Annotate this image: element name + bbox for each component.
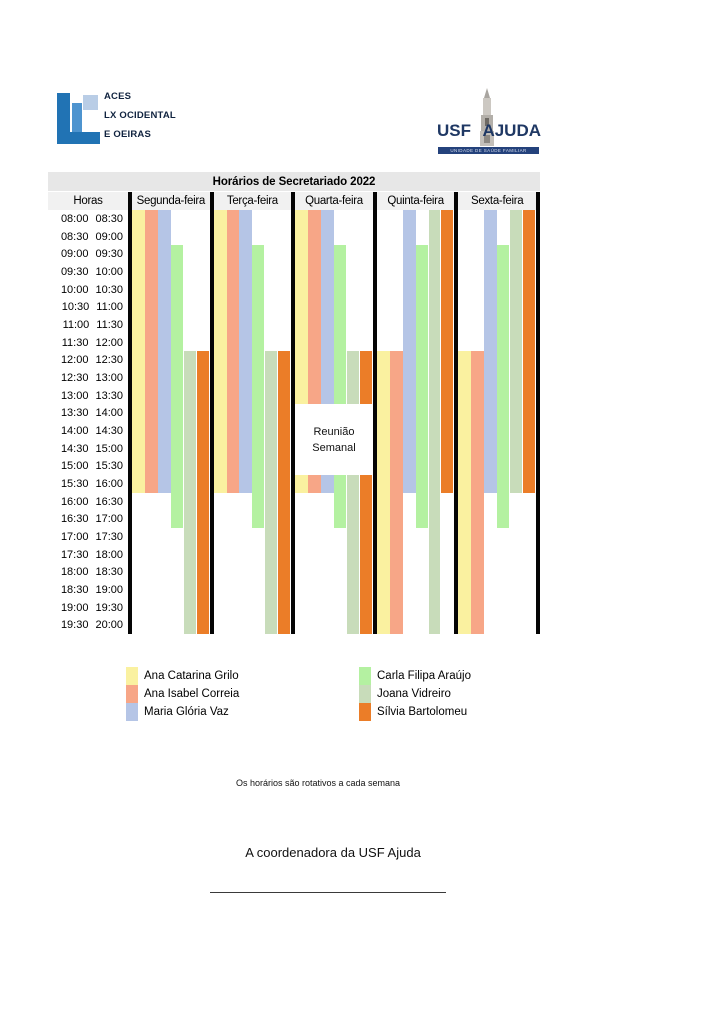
schedule-bar: [484, 210, 497, 493]
legend-swatch: [126, 703, 138, 721]
day-grid: [295, 210, 373, 634]
legend-right-column: [359, 667, 471, 721]
time-start: 15:30: [60, 477, 89, 490]
hours-rows: [48, 210, 128, 634]
schedule-bar: [347, 475, 359, 634]
time-row: [48, 281, 128, 299]
time-end: 09:30: [95, 248, 123, 261]
time-end: 16:30: [95, 495, 123, 508]
meeting-line: Reunião: [313, 425, 355, 438]
legend-item: [359, 685, 471, 703]
time-row: [48, 369, 128, 387]
time-start: 18:00: [60, 566, 89, 579]
time-start: 10:30: [61, 301, 90, 314]
time-end: 18:00: [95, 548, 123, 561]
time-row: [48, 616, 128, 634]
time-row: [48, 440, 128, 458]
usf-logo-left-text: USF: [437, 121, 471, 140]
time-start: 17:30: [60, 548, 89, 561]
day-header: Terça-feira: [214, 192, 292, 210]
time-end: 08:30: [95, 212, 123, 225]
schedule-bar: [360, 351, 372, 404]
meeting-annotation: [295, 404, 373, 475]
time-start: 08:30: [60, 230, 89, 243]
time-row: [48, 210, 128, 228]
time-end: 12:30: [95, 354, 123, 367]
day-header: Sexta-feira: [458, 192, 536, 210]
time-start: 14:30: [60, 442, 89, 455]
schedule-bar: [265, 351, 277, 634]
schedule-bar: [158, 210, 171, 493]
schedule-bar: [308, 475, 321, 493]
aces-logo-text-line: E OEIRAS: [104, 129, 151, 140]
time-end: 09:00: [95, 230, 123, 243]
time-row: [48, 422, 128, 440]
schedule-bar: [360, 475, 372, 634]
time-row: [48, 493, 128, 511]
legend-item: [359, 703, 471, 721]
aces-logo-mark: [57, 90, 103, 148]
legend-left-column: [126, 667, 239, 721]
time-end: 15:30: [95, 460, 123, 473]
schedule-bar: [214, 210, 227, 493]
hours-column: [48, 192, 128, 634]
usf-logo-subtitle: UNIDADE DE SAÚDE FAMILIAR: [438, 147, 539, 154]
time-row: [48, 546, 128, 564]
schedule-bar: [321, 475, 334, 493]
time-start: 18:30: [60, 583, 89, 596]
day-grid: [458, 210, 536, 634]
day-grid: [214, 210, 292, 634]
schedule-bar: [334, 475, 346, 528]
time-end: 20:00: [95, 619, 123, 632]
time-row: [48, 599, 128, 617]
legend-swatch: [359, 703, 371, 721]
time-end: 10:30: [95, 283, 123, 296]
legend-swatch: [126, 685, 138, 703]
aces-logo-text: [104, 90, 176, 140]
hours-header: Horas: [48, 192, 128, 210]
schedule-bar: [171, 245, 183, 528]
schedule-bar: [403, 210, 416, 493]
legend-swatch: [359, 667, 371, 685]
schedule-bar: [390, 351, 403, 634]
time-row: [48, 528, 128, 546]
legend-item: [126, 703, 239, 721]
time-start: 11:30: [61, 336, 89, 349]
time-end: 17:30: [95, 530, 123, 543]
time-end: 18:30: [95, 566, 123, 579]
day-column: [210, 192, 292, 634]
time-start: 19:30: [60, 619, 89, 632]
time-end: 19:30: [95, 601, 123, 614]
schedule-bar: [429, 210, 441, 634]
schedule-bar: [184, 351, 196, 634]
time-row: [48, 387, 128, 405]
day-column: [373, 192, 455, 634]
schedule-bar: [416, 245, 428, 528]
day-column: [454, 192, 540, 634]
coordinator-title: A coordenadora da USF Ajuda: [245, 845, 421, 860]
time-end: 16:00: [95, 477, 123, 490]
schedule-bar: [252, 245, 264, 528]
schedule-table: [48, 172, 540, 634]
legend-label: Ana Isabel Correia: [144, 688, 240, 700]
schedule-bar: [458, 351, 471, 634]
legend-swatch: [359, 685, 371, 703]
time-end: 14:00: [95, 407, 123, 420]
time-start: 13:00: [60, 389, 89, 402]
aces-logo-shape: [57, 132, 100, 144]
legend-item: [126, 685, 239, 703]
time-start: 15:00: [60, 460, 89, 473]
day-header: Quinta-feira: [377, 192, 455, 210]
aces-logo-text-line: LX OCIDENTAL: [104, 109, 176, 121]
usf-ajuda-logo: [437, 88, 541, 158]
time-start: 12:00: [60, 354, 89, 367]
schedule-bar: [227, 210, 240, 493]
schedule-bar: [334, 245, 346, 404]
legend-label: Maria Glória Vaz: [144, 706, 229, 718]
schedule-bar: [295, 210, 308, 404]
schedule-bar: [239, 210, 252, 493]
signature-line: [210, 877, 446, 893]
schedule-bar: [197, 351, 209, 634]
time-row: [48, 334, 128, 352]
time-start: 17:00: [60, 530, 89, 543]
legend-label: Joana Vidreiro: [377, 688, 451, 700]
day-header: Segunda-feira: [132, 192, 210, 210]
schedule-bar: [497, 245, 509, 528]
schedule-bar: [347, 351, 359, 404]
schedule-columns: [48, 192, 540, 634]
time-start: 16:30: [60, 513, 89, 526]
time-start: 09:00: [60, 248, 89, 261]
time-row: [48, 263, 128, 281]
time-row: [48, 316, 128, 334]
aces-logo-shape: [83, 95, 98, 110]
time-row: [48, 475, 128, 493]
usf-logo-right-text: AJUDA: [482, 121, 541, 140]
time-start: 16:00: [60, 495, 89, 508]
time-start: 09:30: [60, 265, 89, 278]
time-start: 10:00: [60, 283, 89, 296]
schedule-bar: [510, 210, 522, 493]
time-end: 13:00: [95, 371, 123, 384]
day-column: [128, 192, 210, 634]
time-row: [48, 351, 128, 369]
time-row: [48, 581, 128, 599]
time-start: 13:30: [60, 407, 89, 420]
time-row: [48, 298, 128, 316]
legend-item: [359, 667, 471, 685]
time-end: 12:00: [95, 336, 123, 349]
legend-label: Ana Catarina Grilo: [144, 670, 239, 682]
time-row: [48, 228, 128, 246]
time-start: 11:00: [62, 318, 90, 331]
schedule-bar: [441, 210, 453, 493]
time-row: [48, 457, 128, 475]
schedule-bar: [278, 351, 290, 634]
time-end: 11:00: [96, 301, 123, 314]
schedule-bar: [321, 210, 334, 404]
time-end: 14:30: [95, 424, 123, 437]
day-column: [291, 192, 373, 634]
time-row: [48, 563, 128, 581]
page-title: Horários de Secretariado 2022: [48, 172, 540, 191]
day-grid: [377, 210, 455, 634]
time-start: 19:00: [60, 601, 89, 614]
legend-swatch: [126, 667, 138, 685]
aces-logo: [57, 90, 237, 152]
time-row: [48, 510, 128, 528]
aces-logo-text-line: ACES: [104, 91, 132, 102]
schedule-bar: [132, 210, 145, 493]
day-header: Quarta-feira: [295, 192, 373, 210]
schedule-bar: [145, 210, 158, 493]
time-end: 13:30: [95, 389, 123, 402]
legend-item: [126, 667, 239, 685]
schedule-bar: [295, 475, 308, 493]
schedule-bar: [471, 351, 484, 634]
schedule-bar: [308, 210, 321, 404]
legend-label: Carla Filipa Araújo: [377, 670, 471, 682]
time-end: 15:00: [95, 442, 123, 455]
time-end: 11:30: [96, 318, 123, 331]
meeting-line: Semanal: [312, 441, 356, 454]
schedule-bar: [377, 351, 390, 634]
legend-label: Sílvia Bartolomeu: [377, 706, 468, 718]
time-end: 19:00: [95, 583, 123, 596]
time-end: 17:00: [95, 513, 123, 526]
day-grid: [132, 210, 210, 634]
aces-logo-shape: [72, 103, 82, 132]
time-start: 08:00: [60, 212, 89, 225]
rotation-note: Os horários são rotativos a cada semana: [235, 778, 401, 788]
time-start: 12:30: [60, 371, 89, 384]
time-row: [48, 245, 128, 263]
time-start: 14:00: [60, 424, 89, 437]
time-end: 10:00: [95, 265, 123, 278]
schedule-bar: [523, 210, 535, 493]
time-row: [48, 404, 128, 422]
